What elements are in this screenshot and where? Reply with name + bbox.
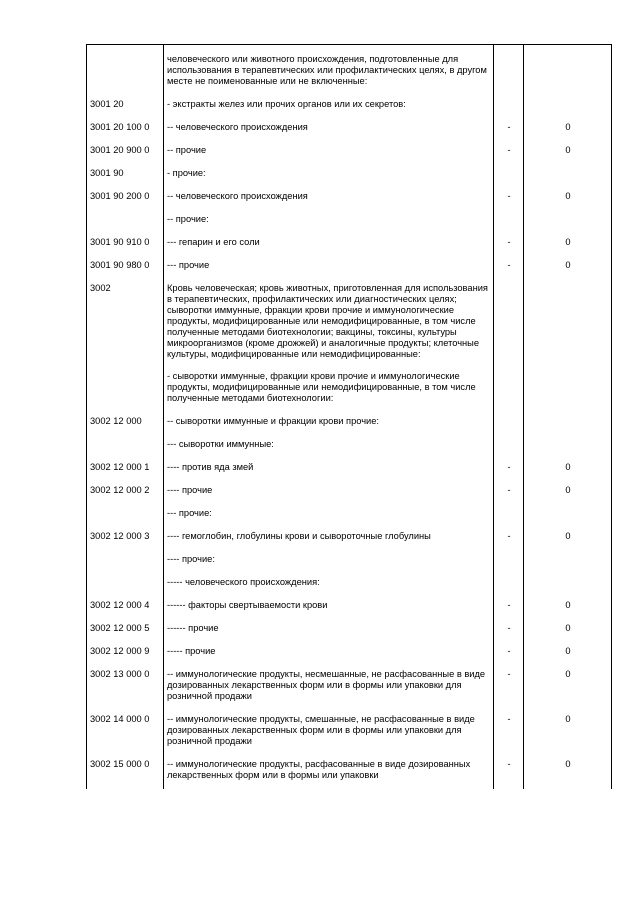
table-row	[87, 256, 612, 279]
goods-description	[164, 435, 494, 458]
goods-description	[164, 412, 494, 435]
tnved-code: 3002 12 000 2	[87, 481, 164, 504]
unit-of-measure	[494, 504, 524, 527]
goods-description	[164, 187, 494, 210]
table-row	[87, 710, 612, 755]
table-row	[87, 550, 612, 573]
unit-of-measure: -	[494, 481, 524, 504]
goods-description	[164, 642, 494, 665]
unit-of-measure: -	[494, 458, 524, 481]
tnved-code: 3002 12 000 9	[87, 642, 164, 665]
unit-of-measure: -	[494, 755, 524, 789]
tariff-table	[86, 44, 612, 789]
tnved-code: 3002 12 000 1	[87, 458, 164, 481]
duty-rate: 0	[524, 458, 612, 481]
tnved-code	[87, 45, 164, 96]
description-paragraph: ---- гемоглобин, глобулины крови и сывороточные глобулины	[167, 531, 431, 541]
tnved-code	[87, 210, 164, 233]
goods-description	[164, 164, 494, 187]
description-paragraph: ----- прочие	[167, 646, 216, 656]
table-row	[87, 755, 612, 789]
description-paragraph: --- сыворотки иммунные:	[167, 439, 274, 449]
unit-of-measure	[494, 435, 524, 458]
table-row	[87, 45, 612, 96]
description-paragraph: - экстракты желез или прочих органов или их секретов:	[167, 99, 406, 109]
duty-rate	[524, 45, 612, 96]
duty-rate	[524, 435, 612, 458]
goods-description	[164, 210, 494, 233]
table-row	[87, 279, 612, 412]
unit-of-measure: -	[494, 187, 524, 210]
table-row	[87, 596, 612, 619]
description-paragraph: -- иммунологические продукты, смешанные, не расфасованные в виде дозированных лекарственных форм или в формы или упаковки для розничной продажи	[167, 714, 475, 746]
duty-rate: 0	[524, 710, 612, 755]
duty-rate	[524, 412, 612, 435]
table-row	[87, 118, 612, 141]
unit-of-measure	[494, 550, 524, 573]
description-paragraph: ---- против яда змей	[167, 462, 254, 472]
table-row	[87, 233, 612, 256]
description-paragraph: ------ факторы свертываемости крови	[167, 600, 328, 610]
goods-description	[164, 573, 494, 596]
duty-rate: 0	[524, 619, 612, 642]
tnved-code: 3001 90 200 0	[87, 187, 164, 210]
description-paragraph: --- прочие:	[167, 508, 212, 518]
tnved-code: 3001 90 980 0	[87, 256, 164, 279]
duty-rate	[524, 210, 612, 233]
duty-rate: 0	[524, 118, 612, 141]
tnved-code	[87, 435, 164, 458]
duty-rate	[524, 95, 612, 118]
tnved-code: 3002 15 000 0	[87, 755, 164, 789]
table-row	[87, 95, 612, 118]
unit-of-measure	[494, 164, 524, 187]
table-row	[87, 527, 612, 550]
table-row	[87, 435, 612, 458]
duty-rate: 0	[524, 755, 612, 789]
goods-description	[164, 95, 494, 118]
description-paragraph: --- гепарин и его соли	[167, 237, 260, 247]
goods-description	[164, 527, 494, 550]
goods-description	[164, 279, 494, 412]
duty-rate: 0	[524, 665, 612, 710]
goods-description	[164, 596, 494, 619]
duty-rate: 0	[524, 481, 612, 504]
table-row	[87, 573, 612, 596]
goods-description	[164, 256, 494, 279]
duty-rate: 0	[524, 527, 612, 550]
description-paragraph: ------ прочие	[167, 623, 219, 633]
goods-description	[164, 755, 494, 789]
duty-rate: 0	[524, 642, 612, 665]
tnved-code	[87, 504, 164, 527]
goods-description	[164, 619, 494, 642]
duty-rate: 0	[524, 256, 612, 279]
goods-description	[164, 550, 494, 573]
goods-description	[164, 458, 494, 481]
description-paragraph: - сыворотки иммунные, фракции крови прочие и иммунологические продукты, модифицированные или немодифицированные, в том числе полученные методами биотехнологии:	[167, 371, 476, 403]
unit-of-measure: -	[494, 619, 524, 642]
duty-rate	[524, 550, 612, 573]
tnved-code: 3001 20 900 0	[87, 141, 164, 164]
tnved-code: 3002 12 000 5	[87, 619, 164, 642]
table-row	[87, 642, 612, 665]
description-paragraph: -- сыворотки иммунные и фракции крови прочие:	[167, 416, 379, 426]
description-paragraph: человеческого или животного происхождения, подготовленные для использования в терапевтических или профилактических целях, в другом месте не поименованные или не включенные:	[167, 54, 487, 86]
goods-description	[164, 118, 494, 141]
description-paragraph: -- человеческого происхождения	[167, 122, 308, 132]
tnved-code: 3002 12 000 3	[87, 527, 164, 550]
tnved-code: 3001 90	[87, 164, 164, 187]
description-paragraph: - прочие:	[167, 168, 206, 178]
unit-of-measure: -	[494, 527, 524, 550]
unit-of-measure: -	[494, 118, 524, 141]
unit-of-measure	[494, 95, 524, 118]
duty-rate: 0	[524, 233, 612, 256]
goods-description	[164, 481, 494, 504]
unit-of-measure: -	[494, 710, 524, 755]
duty-rate	[524, 279, 612, 412]
description-paragraph: -- прочие	[167, 145, 207, 155]
description-paragraph: ---- прочие	[167, 485, 213, 495]
goods-description	[164, 141, 494, 164]
tnved-code: 3002 14 000 0	[87, 710, 164, 755]
table-row	[87, 141, 612, 164]
description-paragraph: -- человеческого происхождения	[167, 191, 308, 201]
unit-of-measure: -	[494, 256, 524, 279]
table-row	[87, 187, 612, 210]
unit-of-measure: -	[494, 642, 524, 665]
unit-of-measure	[494, 279, 524, 412]
table-row	[87, 619, 612, 642]
goods-description	[164, 710, 494, 755]
goods-description	[164, 504, 494, 527]
tariff-table-body	[87, 45, 612, 790]
tnved-code	[87, 573, 164, 596]
duty-rate	[524, 573, 612, 596]
description-paragraph: -- иммунологические продукты, расфасованные в виде дозированных лекарственных форм или в формы или упаковки	[167, 759, 471, 780]
duty-rate: 0	[524, 187, 612, 210]
table-row	[87, 481, 612, 504]
duty-rate: 0	[524, 141, 612, 164]
table-row	[87, 164, 612, 187]
goods-description	[164, 665, 494, 710]
description-paragraph: ---- прочие:	[167, 554, 215, 564]
unit-of-measure	[494, 210, 524, 233]
description-paragraph: -- прочие:	[167, 214, 209, 224]
tnved-code: 3002 12 000 4	[87, 596, 164, 619]
unit-of-measure	[494, 412, 524, 435]
unit-of-measure	[494, 573, 524, 596]
unit-of-measure: -	[494, 141, 524, 164]
table-row	[87, 504, 612, 527]
unit-of-measure	[494, 45, 524, 96]
description-paragraph: --- прочие	[167, 260, 210, 270]
tnved-code	[87, 550, 164, 573]
duty-rate: 0	[524, 596, 612, 619]
description-paragraph: -- иммунологические продукты, несмешанные, не расфасованные в виде дозированных лекарственных форм или в формы или упаковки для розничной продажи	[167, 669, 486, 701]
tnved-code: 3002	[87, 279, 164, 412]
goods-description	[164, 233, 494, 256]
tnved-code: 3001 90 910 0	[87, 233, 164, 256]
table-row	[87, 458, 612, 481]
description-paragraph: ----- человеческого происхождения:	[167, 577, 320, 587]
duty-rate	[524, 504, 612, 527]
table-row	[87, 665, 612, 710]
tnved-code: 3001 20	[87, 95, 164, 118]
unit-of-measure: -	[494, 233, 524, 256]
table-row	[87, 210, 612, 233]
tnved-code: 3002 13 000 0	[87, 665, 164, 710]
tnved-code: 3001 20 100 0	[87, 118, 164, 141]
table-row	[87, 412, 612, 435]
tnved-code: 3002 12 000	[87, 412, 164, 435]
unit-of-measure: -	[494, 665, 524, 710]
duty-rate	[524, 164, 612, 187]
unit-of-measure: -	[494, 596, 524, 619]
description-paragraph: Кровь человеческая; кровь животных, приготовленная для использования в терапевтических, профилактических или диагностических целях; сыворотки иммунные, фракции крови прочие и иммунологические продукты, модифицированные или немодифицированные, в том числе полученные методами биотехнологии; вакцины, токсины, культуры микроорганизмов (кроме дрожжей) и аналогичные продукты; клеточные культуры, модифицированные или немодифицированные:	[167, 283, 488, 359]
goods-description	[164, 45, 494, 96]
